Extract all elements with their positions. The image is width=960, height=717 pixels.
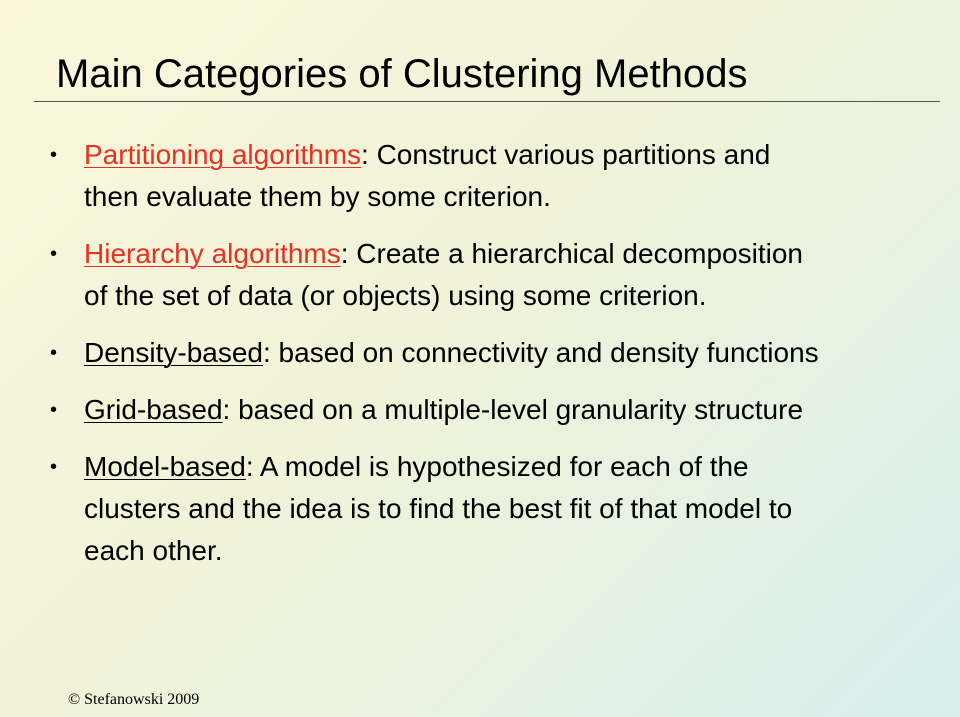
bullet-marker: • — [50, 243, 58, 265]
bullet-model — [50, 446, 930, 572]
bullet-line — [84, 332, 930, 374]
bullet-partitioning — [50, 134, 930, 218]
bullet-term: Grid-based — [84, 394, 223, 425]
bullet-line — [84, 446, 930, 488]
bullet-marker: • — [50, 144, 58, 166]
slide-title: Main Categories of Clustering Methods — [56, 52, 748, 96]
bullet-continuation: each other. — [84, 535, 223, 566]
bullet-description: : based on a multiple-level granularity structure — [222, 394, 804, 425]
bullet-marker: • — [50, 456, 58, 478]
bullet-marker: • — [50, 399, 58, 421]
bullet-marker: • — [50, 342, 58, 364]
bullet-description: : Create a hierarchical decomposition — [340, 238, 803, 269]
bullet-continuation: then evaluate them by some criterion. — [84, 181, 551, 212]
copyright-footer: © Stefanowski 2009 — [68, 691, 200, 708]
bullet-grid — [50, 389, 930, 431]
bullet-line — [84, 233, 930, 275]
bullet-term: Model-based — [84, 451, 246, 482]
bullet-hierarchy — [50, 233, 930, 317]
bullet-term: Hierarchy algorithms — [84, 238, 341, 269]
bullet-line — [84, 134, 930, 176]
bullet-term: Density-based — [84, 337, 263, 368]
bullet-description: : based on connectivity and density functions — [262, 337, 819, 368]
title-divider — [34, 101, 940, 102]
bullet-line — [84, 389, 930, 431]
bullet-density — [50, 332, 930, 374]
bullet-term: Partitioning algorithms — [84, 139, 362, 170]
bullet-continuation: of the set of data (or objects) using some criterion. — [84, 280, 707, 311]
bullet-description: : A model is hypothesized for each of the — [245, 451, 749, 482]
bullet-description: : Construct various partitions and — [361, 139, 771, 170]
bullet-continuation: clusters and the idea is to find the best fit of that model to — [84, 493, 793, 524]
